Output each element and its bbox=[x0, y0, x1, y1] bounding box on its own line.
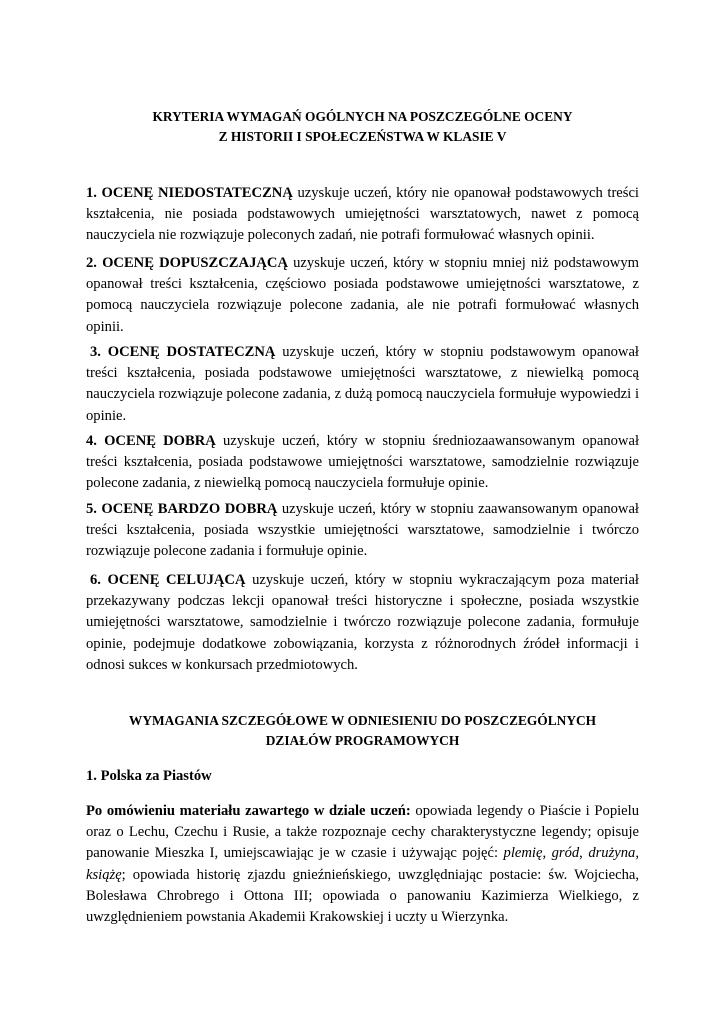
criterion-5-text: uzyskuje uczeń, który w stopniu zaawansowanym opanował treści kształcenia, posiada wszystkie umiejętności warsztatowe, samodzielnie i twórczo rozwiązuje polecone zadania i formułuje opinie. bbox=[86, 501, 639, 560]
criterion-1-text: uzyskuje uczeń, który nie opanował podstawowych treści kształcenia, nie posiada podstawowych umiejętności warsztatowych, nawet z pomocą nauczyciela nie rozwiązuje poleconych zadań, nie potrafi formułować własnych opinii. bbox=[86, 185, 639, 244]
unit-1-requirements bbox=[86, 801, 639, 928]
criterion-5-label: 5. OCENĘ BARDZO DOBRĄ bbox=[86, 501, 278, 517]
term-separator: , bbox=[635, 845, 639, 862]
criterion-5 bbox=[86, 499, 639, 563]
term-plemie: plemię bbox=[503, 845, 543, 862]
unit-1-text-part-2: ; opowiada historię zjazdu gnieźnieńskiego, uwzględniając postacie: św. Wojciecha, Bolesława Chrobrego i Ottona III; opowiada o panowaniu Kazimierza Wielkiego, z uwzględnieniem powstania Akademii Krakowskiej i uczty u Wierzynka. bbox=[86, 866, 639, 926]
criterion-4-label: 4. OCENĘ DOBRĄ bbox=[86, 433, 216, 449]
unit-1-heading: 1. Polska za Piastów bbox=[86, 768, 212, 784]
criterion-2-label: 2. OCENĘ DOPUSZCZAJĄCĄ bbox=[86, 255, 288, 271]
criterion-1-label: 1. OCENĘ NIEDOSTATECZNĄ bbox=[86, 185, 293, 201]
term-druzyna: drużyna bbox=[588, 845, 636, 862]
section-heading-line-2: DZIAŁÓW PROGRAMOWYCH bbox=[265, 733, 460, 748]
term-separator: , bbox=[579, 845, 589, 862]
criterion-3-text: uzyskuje uczeń, który w stopniu podstawowym opanował treści kształcenia, posiada podstawowe umiejętności warsztatowe, z niewielką pomocą nauczyciela rozwiązuje polecone zadania, z dużą pomocą nauczyciela formułuje wypowiedzi i opinie. bbox=[86, 344, 639, 424]
criterion-4-text: uzyskuje uczeń, który w stopniu średniozaawansowanym opanował treści kształcenia, posiada podstawowe umiejętności warsztatowe, samodzielnie rozwiązuje polecone zadania, z niewielką pomocą nauczyciela formułuje opinie. bbox=[86, 433, 639, 492]
criterion-3-label: 3. OCENĘ DOSTATECZNĄ bbox=[90, 344, 276, 360]
term-grod: gród bbox=[551, 845, 580, 862]
unit-1-text-part-1: opowiada legendy o Piaście i Popielu oraz o Lechu, Czechu i Rusie, a także rozpoznaje cechy charakterystyczne legendy; opisuje panowanie Mieszka I, umiejscawiając je w czasie i używając pojęć: bbox=[86, 803, 640, 862]
term-ksiaze: książę bbox=[86, 866, 122, 883]
criterion-6-text: uzyskuje uczeń, który w stopniu wykraczającym poza materiał przekazywany podczas lekcji opanował treści historyczne i społeczne, posiada wszystkie umiejętności warsztatowe, samodzielnie i twórczo rozwiązuje polecone zadania, formułuje opinie, podejmuje dodatkowe zobowiązania, korzysta z różnorodnych źródeł informacji i odnosi sukces w konkursach przedmiotowych. bbox=[86, 572, 639, 673]
criterion-2 bbox=[86, 253, 639, 338]
criterion-2-text: uzyskuje uczeń, który w stopniu mniej niż podstawowym opanował treści kształcenia, częściowo posiada podstawowe umiejętności warsztatowe, z pomocą nauczyciela rozwiązuje polecone zadania, ale nie potrafi formułować własnych opinii. bbox=[86, 255, 639, 335]
document-title-line-2: Z HISTORII I SPOŁECZEŃSTWA W KLASIE V bbox=[218, 129, 507, 144]
section-heading-line-1: WYMAGANIA SZCZEGÓŁOWE W ODNIESIENIU DO POSZCZEGÓLNYCH bbox=[128, 713, 597, 728]
criterion-6 bbox=[86, 570, 639, 676]
document-title-line-1: KRYTERIA WYMAGAŃ OGÓLNYCH NA POSZCZEGÓLNE OCENY bbox=[152, 109, 573, 124]
term-separator: , bbox=[542, 845, 552, 862]
criterion-6-label: 6. OCENĘ CELUJĄCĄ bbox=[90, 572, 246, 588]
criterion-3 bbox=[86, 342, 639, 427]
criterion-1 bbox=[86, 183, 639, 247]
criterion-4 bbox=[86, 431, 639, 495]
unit-1-lead: Po omówieniu materiału zawartego w dziale uczeń: bbox=[86, 803, 411, 819]
